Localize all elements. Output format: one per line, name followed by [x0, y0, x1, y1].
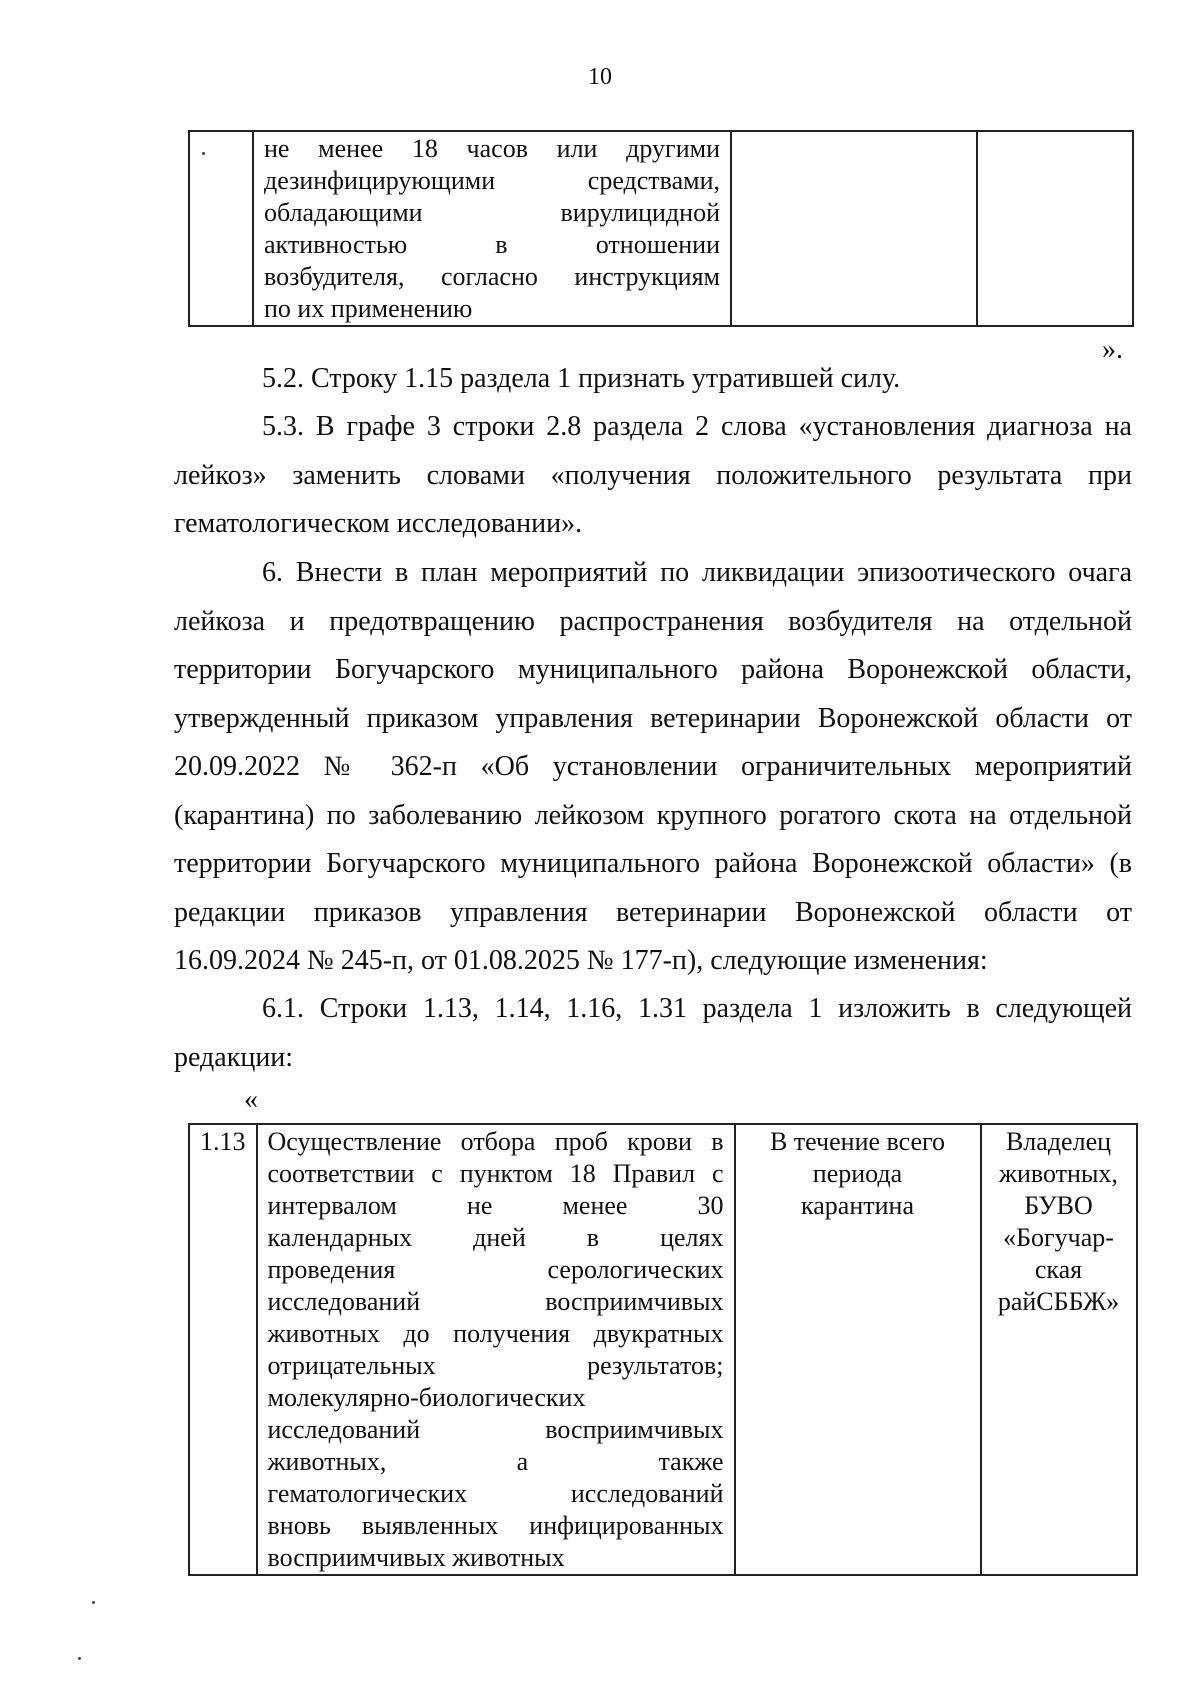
description-line: животных до получения двукратных — [267, 1319, 724, 1348]
description-line: молекулярно-биологических — [267, 1383, 586, 1412]
table-row — [189, 131, 1133, 326]
responsible-line: БУВО — [1024, 1191, 1093, 1220]
description-line: исследований восприимчивых — [267, 1415, 724, 1444]
time-line: периода — [812, 1159, 903, 1188]
description-line: Осуществление отбора проб крови в — [267, 1127, 724, 1156]
paragraph-line: 5.3. В графе 3 строки 2.8 раздела 2 слова «установления диагноза на — [262, 411, 1132, 442]
description-line: вновь выявленных инфицированных — [267, 1511, 724, 1540]
row-number-cell: 1.13 — [189, 1124, 257, 1575]
opening-quote: « — [244, 1084, 258, 1115]
description-line: календарных дней в целях — [267, 1223, 724, 1252]
responsible-line: животных, — [999, 1159, 1118, 1188]
description-line: восприимчивых животных — [267, 1543, 565, 1572]
page-number: 10 — [588, 64, 612, 90]
paragraph-line: (карантина) по заболеванию лейкозом крупного рогатого скота на отдельной — [174, 799, 1132, 831]
description-line: обладающими вирулицидной — [264, 198, 720, 227]
row-time-cell — [735, 1124, 981, 1575]
description-line: интервалом не менее 30 — [267, 1191, 724, 1220]
responsible-line: райСББЖ» — [997, 1287, 1120, 1316]
paragraph-line: лейкоз» заменить словами «получения положительного результата при — [174, 459, 1132, 491]
row-description-cell — [253, 131, 731, 326]
time-line: карантина — [801, 1191, 914, 1220]
paragraph-6 — [174, 549, 1132, 986]
paragraph-line: 6.1. Строки 1.13, 1.14, 1.16, 1.31 раздела 1 изложить в следующей — [262, 993, 1132, 1024]
description-line: по их применению — [264, 294, 473, 323]
closing-quote: ». — [1102, 334, 1123, 365]
row-description-cell — [257, 1124, 735, 1575]
row-responsible-cell — [977, 131, 1133, 326]
description-line: дезинфицирующими средствами, — [264, 166, 720, 195]
paragraph-line: 6. Внести в план мероприятий по ликвидации эпизоотического очага — [262, 557, 1132, 588]
description-line: животных, а также — [267, 1447, 724, 1476]
scan-speck — [92, 1601, 95, 1604]
paragraph-6-1 — [174, 985, 1132, 1082]
responsible-line: Владелец — [1005, 1127, 1112, 1156]
paragraph-line: территории Богучарского муниципального района Воронежской области, — [174, 654, 1132, 685]
paragraph-5-3 — [174, 403, 1132, 549]
description-line: не менее 18 часов или другими — [264, 134, 720, 163]
description-line: гематологических исследований — [267, 1479, 724, 1508]
scan-speck — [78, 1657, 81, 1660]
description-line: возбудителя, согласно инструкциям — [264, 262, 720, 291]
paragraph-line: лейкоза и предотвращению распространения возбудителя на отдельной — [174, 605, 1132, 637]
description-line: проведения серологических — [267, 1255, 724, 1284]
measures-table — [188, 1123, 1138, 1576]
table-row — [189, 1124, 1137, 1575]
continuation-table — [188, 130, 1134, 327]
description-line: исследований восприимчивых — [267, 1287, 724, 1316]
row-responsible-cell — [981, 1124, 1137, 1575]
description-line: соответствии с пунктом 18 Правил с — [267, 1159, 724, 1188]
responsible-line: «Богучар- — [1003, 1223, 1114, 1252]
time-line: В течение всего — [769, 1127, 946, 1156]
paragraph-line: 16.09.2024 № 245-п, от 01.08.2025 № 177-п), следующие изменения: — [174, 945, 988, 976]
responsible-line: ская — [1034, 1255, 1083, 1284]
paragraph-line: территории Богучарского муниципального района Воронежской области» (в — [174, 848, 1132, 879]
description-line: отрицательных результатов; — [267, 1351, 724, 1380]
paragraph-5-2: 5.2. Строку 1.15 раздела 1 признать утратившей силу. — [262, 363, 901, 394]
paragraph-line: утвержденный приказом управления ветеринарии Воронежской области от — [174, 702, 1132, 734]
row-time-cell — [731, 131, 977, 326]
scan-speck — [202, 152, 205, 155]
paragraph-line: 20.09.2022 № 362-п «Об установлении ограничительных мероприятий — [174, 751, 1132, 782]
paragraph-line: редакции: — [174, 1041, 294, 1073]
paragraph-line: гематологическом исследовании». — [174, 508, 583, 539]
row-number-cell — [189, 131, 253, 326]
description-line: активностью в отношении — [264, 230, 720, 259]
paragraph-line: редакции приказов управления ветеринарии Воронежской области от — [174, 896, 1132, 928]
